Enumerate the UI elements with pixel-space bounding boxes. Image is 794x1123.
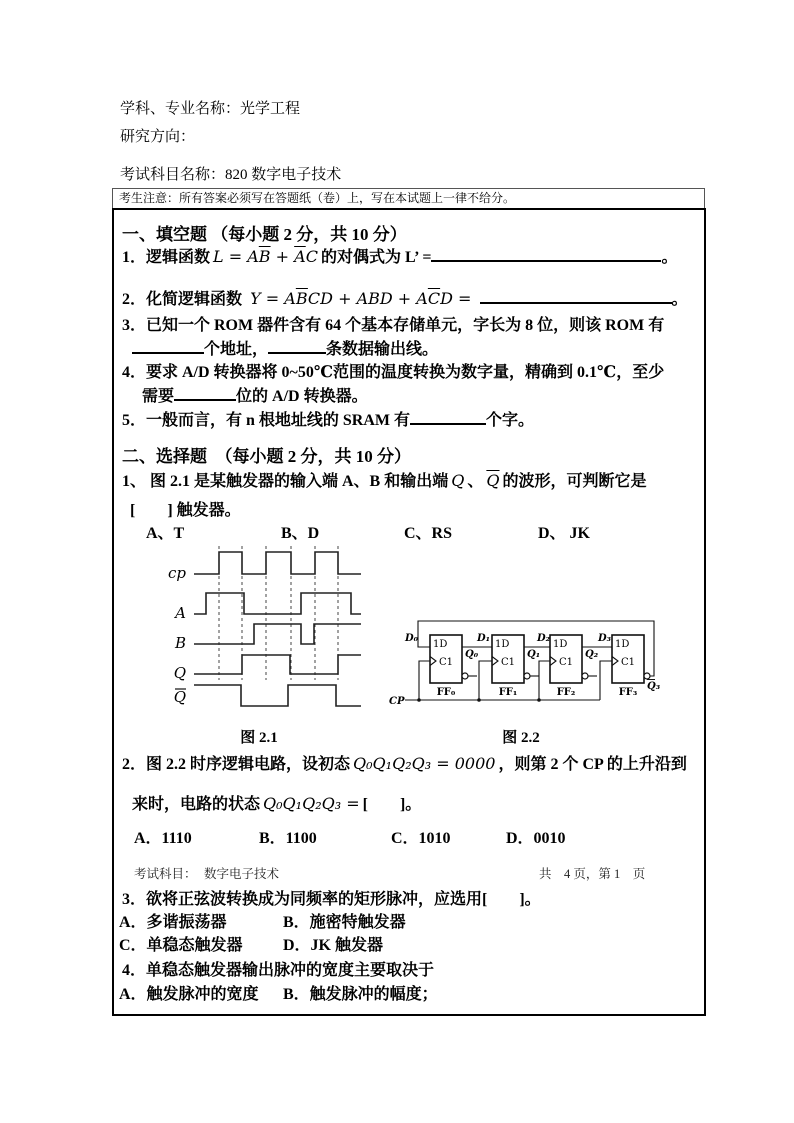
state-formula: Q₀Q₁Q₂Q₃ =: [263, 794, 360, 813]
option-a: A．触发脉冲的宽度: [119, 986, 259, 1003]
svg-text:FF₁: FF₁: [498, 687, 518, 698]
svg-text:1D: 1D: [495, 639, 510, 650]
q3-blank2: [268, 338, 326, 354]
svg-text:C1: C1: [501, 657, 516, 668]
option-a: A、T: [146, 525, 185, 542]
question-choice-4: 4．单稳态触发器输出脉冲的宽度主要取决于: [122, 962, 435, 979]
svg-text:C1: C1: [621, 657, 636, 668]
q2-text: 2．化简逻辑函数: [122, 291, 243, 308]
question-fill-5: 5．一般而言，有 n 根地址线的 SRAM 有 个字。: [122, 407, 534, 430]
svg-text:1D: 1D: [553, 639, 568, 650]
question-fill-3-line1: 3．已知一个 ROM 器件含有 64 个基本存储单元，字长为 8 位，则该 ROM 有: [122, 317, 665, 334]
question-choice-2-line2: 来时，电路的状态 Q₀Q₁Q₂Q₃ = [ ]。: [132, 794, 422, 813]
svg-text:C1: C1: [559, 657, 574, 668]
option-d: D．0010: [506, 830, 566, 847]
svg-text:FF₃: FF₃: [618, 687, 638, 698]
question-fill-4-line2: 需要 位的 A/D 转换器。: [142, 383, 368, 406]
footer-subject-label: 考试科目：: [134, 867, 197, 881]
svg-text:Q₁: Q₁: [527, 649, 541, 660]
option-d: D、 JK: [538, 525, 591, 542]
question-fill-2: 2．化简逻辑函数 $Y = A\overline{B}CD$ + ABD + $A\overline{C}D$ = 。: [122, 289, 688, 308]
candidate-notice-box: 考生注意：所有答案必须写在答题纸（卷）上，写在本试题上一律不给分。: [112, 188, 705, 209]
option-d: D．JK 触发器: [283, 937, 384, 954]
q1-blank: [431, 246, 661, 262]
svg-text:Q₀: Q₀: [465, 649, 479, 660]
svg-text:D₀: D₀: [405, 633, 419, 644]
exam-body-box: [112, 208, 706, 1016]
figure-2-2-caption: 图 2.2: [502, 730, 540, 746]
question-choice-2-line1: 2．图 2.2 时序逻辑电路，设初态 Q₀Q₁Q₂Q₃ = 0000 ，则第 2 个 CP 的上升沿到: [122, 754, 687, 773]
svg-text:D₃: D₃: [598, 633, 612, 644]
svg-text:Q: Q: [173, 688, 186, 706]
svg-text:A: A: [175, 604, 186, 622]
figure-2-1-caption: 图 2.1: [240, 730, 278, 746]
figure-2-2-circuit-diagram: [387, 608, 699, 728]
exam-subject-line: 考试科目名称：820 数字电子技术: [120, 167, 342, 183]
svg-text:FF₀: FF₀: [436, 687, 456, 698]
svg-text:B: B: [174, 634, 186, 652]
major-line: 学科、专业名称：光学工程: [120, 101, 301, 117]
research-direction-line: 研究方向：: [120, 129, 196, 145]
question-fill-3-line2: 个地址， 条数据输出线。: [132, 336, 438, 359]
option-c: C．1010: [391, 830, 451, 847]
option-b: B．施密特触发器: [283, 914, 406, 931]
svg-text:Q: Q: [173, 664, 186, 682]
figure-2-1-waveform-diagram: [128, 536, 408, 722]
svg-text:1D: 1D: [615, 639, 630, 650]
question-fill-1: 1．逻辑函数 $L = A\overline{B} + \overline{A}C$ 的对偶式为 L’ = 。: [122, 247, 678, 266]
q1-text2: 的对偶式为 L’ =: [320, 249, 432, 266]
paper-meta: [120, 95, 300, 151]
option-a: A．1110: [134, 830, 192, 847]
initial-state-formula: Q₀Q₁Q₂Q₃ = 0000: [353, 754, 496, 773]
q-bar-symbol: $\overline{Q}$: [486, 471, 500, 490]
section2-title: 二、选择题 （每小题 2 分，共 10 分）: [122, 447, 411, 466]
svg-text:1D: 1D: [433, 639, 448, 650]
q1-formula: $L = A\overline{B} + \overline{A}C$: [213, 247, 318, 266]
option-b: B．触发脉冲的幅度；: [283, 986, 438, 1003]
option-c: C、RS: [404, 525, 453, 542]
question-fill-4-line1: 4．要求 A/D 转换器将 0~50℃范围的温度转换为数字量，精确到 0.1℃，至少: [122, 364, 665, 381]
footer-subject-value: 数字电子技术: [204, 867, 280, 881]
svg-text:D₁: D₁: [477, 633, 491, 644]
option-a: A．多谐振荡器: [119, 914, 227, 931]
question-choice-1-line2: [ ] 触发器。: [130, 502, 241, 519]
section1-title: 一、填空题 （每小题 2 分，共 10 分）: [122, 225, 407, 244]
question-choice-1-line1: 1、 图 2.1 是某触发器的输入端 A、B 和输出端 Q 、 $\overline{Q}$ 的波形，可判断它是: [122, 471, 647, 490]
svg-text:cp: cp: [167, 564, 186, 582]
option-b: B．1100: [259, 830, 317, 847]
q1-text: 1．逻辑函数: [122, 249, 211, 266]
option-c: C．单稳态触发器: [119, 937, 243, 954]
svg-text:CP: CP: [389, 696, 405, 707]
svg-text:Q₂: Q₂: [585, 649, 599, 660]
footer-page-count: 共 4 页，第 1 页: [539, 867, 646, 881]
q2-blank: [480, 288, 672, 304]
svg-text:Q₃: Q₃: [647, 681, 661, 692]
q5-blank: [410, 409, 486, 425]
q4-blank: [174, 385, 236, 401]
q3-blank1: [132, 338, 204, 354]
svg-text:C1: C1: [439, 657, 454, 668]
option-b: B、D: [281, 525, 320, 542]
svg-text:FF₂: FF₂: [556, 687, 576, 698]
question-choice-3: 3．欲将正弦波转换成为同频率的矩形脉冲，应选用[ ]。: [122, 891, 541, 908]
svg-text:D₂: D₂: [537, 633, 551, 644]
q2-formula: $Y = A\overline{B}CD$ + ABD + $A\overline{C}D$ =: [250, 289, 472, 308]
